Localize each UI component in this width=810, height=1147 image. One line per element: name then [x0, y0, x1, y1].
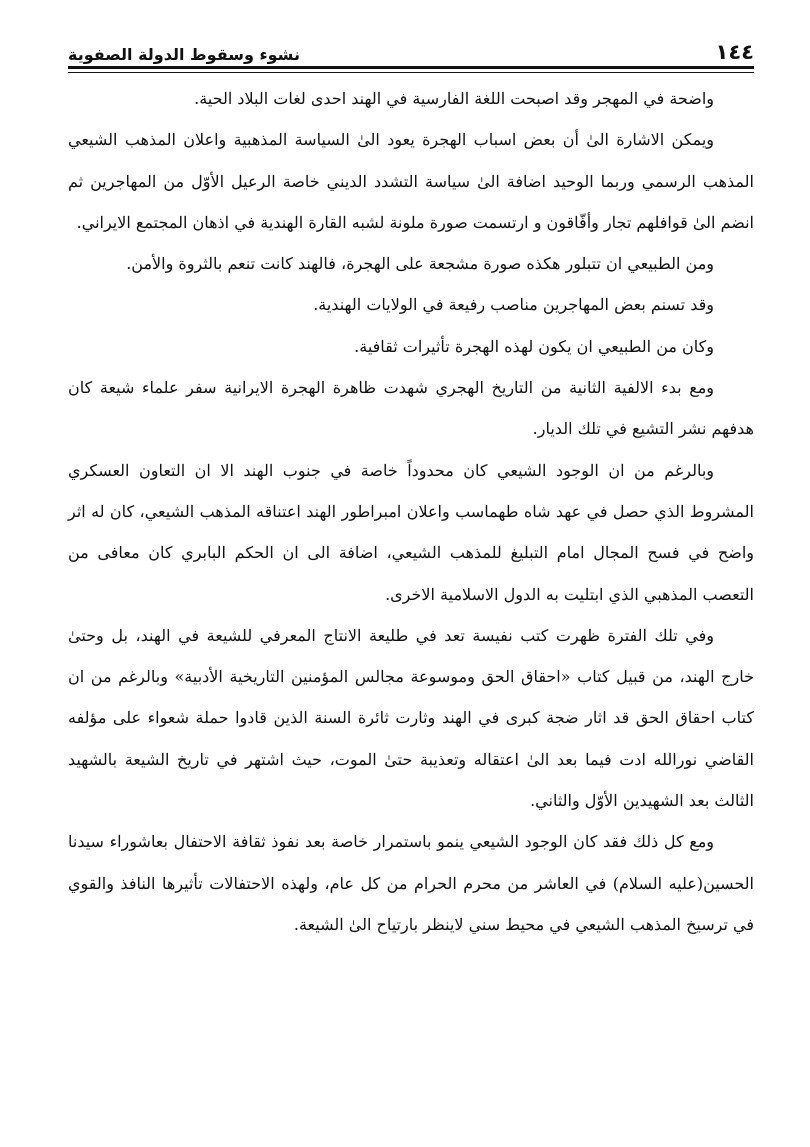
paragraph: وفي تلك الفترة ظهرت كتب نفيسة تعد في طليعة الانتاج المعرفي للشيعة في الهند، بل وحتىٰ خارج الهند، من قبيل كتاب «احقاق الحق وموسوعة مجالس المؤمنين التاريخية الأدبية» وبالرغم من ان كتاب احقاق الحق قد اثار ضجة كبرى في الهند وثارت ثائرة السنة الذين قادوا حملة شعواء على مؤلفه القاضي نورالله ادت فيما بعد الىٰ اعتقاله وتعذيبة حتىٰ الموت، حيث اشتهر في تاريخ الشيعة بالشهيد الثالث بعد الشهيدين الأوّل والثاني.	[68, 625, 755, 811]
paragraph: ويمكن الاشارة الىٰ أن بعض اسباب الهجرة يعود الىٰ السياسة المذهبية واعلان المذهب الشيعي المذهب الرسمي وربما الوحيد اضافة الىٰ سياسة التشدد الديني خاصة الرعيل الأوّل من المهاجرين ثم انضم الىٰ قوافلهم تجار وأفّاقون و ارتسمت صورة ملونة لشبه القارة الهندية في اذهان المجتمع الايراني.	[68, 130, 754, 232]
header-rule-thick	[68, 66, 754, 69]
header-rule-thin	[68, 72, 754, 73]
paragraph: وبالرغم من ان الوجود الشيعي كان محدوداً خاصة في جنوب الهند الا ان التعاون العسكري المشروط الذي حصل في عهد شاه طهماسب واعلان امبراطور الهند اعتناقه المذهب الشيعي، كان له اثر واضح في فسح المجال امام التبليغ للمذهب الشيعي، اضافة الى ان الحكم البابري كان معافى من التعصب المذهبي الذي ابتليت به الدول الاسلامية الاخرى.	[68, 460, 755, 604]
body-text	[68, 78, 754, 945]
paragraph: واضحة في المهجر وقد اصبحت اللغة الفارسية في الهند احدى لغات البلاد الحية.	[194, 89, 714, 108]
paragraph: وكان من الطبيعي ان يكون لهذه الهجرة تأثيرات ثقافية.	[354, 336, 714, 356]
paragraph: ومع كل ذلك فقد كان الوجود الشيعي ينمو باستمرار خاصة بعد نفوذ ثقافة الاحتفال بعاشوراء سيدنا الحسين(عليه السلام) في العاشر من محرم الحرام من كل عام، ولهذه الاحتفالات تأثيرها النافذ والقوي في ترسيخ المذهب الشيعي في محيط سني لاينظر بارتياح الىٰ الشيعة.	[68, 832, 754, 934]
paragraph: ومن الطبيعي ان تتبلور هكذه صورة مشجعة على الهجرة، فالهند كانت تنعم بالثروة والأمن.	[126, 254, 714, 274]
page-number: ١٤٤	[715, 40, 754, 64]
paragraph: ومع بدء الالفية الثانية من التاريخ الهجري شهدت ظاهرة الهجرة الايرانية سفر علماء شيعة كان هدفهم نشر التشيع في تلك الديار.	[68, 378, 754, 439]
page-header	[68, 30, 754, 64]
paragraph: وقد تسنم بعض المهاجرين مناصب رفيعة في الولايات الهندية.	[313, 295, 714, 315]
running-title: نشوء وسقوط الدولة الصفوية	[68, 45, 300, 64]
